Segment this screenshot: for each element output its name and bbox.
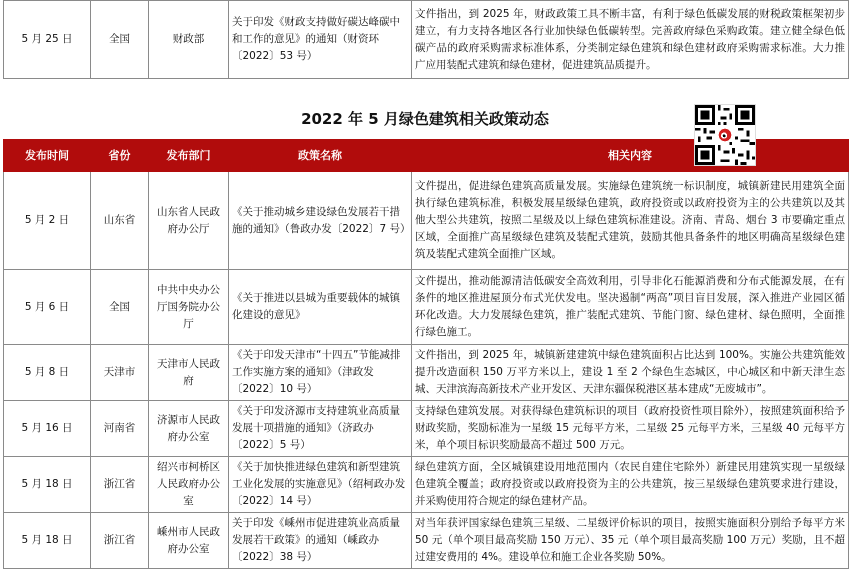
table-row	[4, 1, 849, 79]
table-row	[4, 513, 849, 569]
table-row	[4, 345, 849, 401]
cell-department: 济源市人民政府办公室	[149, 401, 229, 457]
cell-policy: 关于印发《财政支持做好碳达峰碳中和工作的意见》的通知（财资环〔2022〕53 号）	[229, 1, 412, 79]
cell-policy: 关于印发《嵊州市促进建筑业高质量发展若干政策》的通知（嵊政办〔2022〕38 号）	[229, 513, 412, 569]
cell-date: 5 月 2 日	[4, 172, 91, 270]
policy-table	[3, 139, 849, 569]
table-row	[4, 401, 849, 457]
cell-content: 绿色建筑方面，全区城镇建设用地范围内（农民自建住宅除外）新建民用建筑实现一星级绿色建筑全覆盖；政府投资或以政府投资为主的公共建筑，按三星级绿色建筑要求进行建设，并采购使用符合规定的绿色建材产品。	[412, 457, 849, 513]
previous-page-table	[3, 0, 849, 79]
header-policy: 政策名称	[229, 140, 412, 172]
cell-content: 对当年获评国家绿色建筑三星级、二星级评价标识的项目，按照实施面积分别给予每平方米 50 元（单个项目最高奖励 150 万元）、35 元（单个项目最高奖励 100 万元）奖励，且不超过建安费用的 4%。建设单位和施工企业各奖励 50%。	[412, 513, 849, 569]
cell-department: 嵊州市人民政府办公室	[149, 513, 229, 569]
cell-date: 5 月 6 日	[4, 270, 91, 345]
header-province: 省份	[91, 140, 149, 172]
cell-content: 文件指出，到 2025 年，城镇新建建筑中绿色建筑面积占比达到 100%。实施公共建筑能效提升改造面积 150 万平方米以上，建设 1 至 2 个绿色生态城区，中心城区和中新天津生态城、天津滨海高新技术产业开发区、天津东疆保税港区基本建成“无废城市”。	[412, 345, 849, 401]
cell-department: 山东省人民政府办公厅	[149, 172, 229, 270]
cell-content: 文件提出，推动能源清洁低碳安全高效利用，引导非化石能源消费和分布式能源发展，在有条件的地区推进屋顶分布式光伏发电。坚决遏制“两高”项目盲目发展，深入推进产业园区循环化改造。大力发展绿色建筑，推广装配式建筑、节能门窗、绿色建材、绿色照明，全面推行绿色施工。	[412, 270, 849, 345]
cell-policy: 《关于印发济源市支持建筑业高质量发展十项措施的通知》（济政办〔2022〕5 号）	[229, 401, 412, 457]
cell-province: 浙江省	[91, 457, 149, 513]
header-department: 发布部门	[149, 140, 229, 172]
cell-province: 天津市	[91, 345, 149, 401]
cell-province: 全国	[91, 1, 149, 79]
cell-content: 支持绿色建筑发展。对获得绿色建筑标识的项目（政府投资性项目除外），按照建筑面积给予财政奖励，奖励标准为一星级 15 元每平方米，二星级 25 元每平方米，三星级 40 元每平方米，单个项目标识奖励最高不超过 500 万元。	[412, 401, 849, 457]
cell-policy: 《关于加快推进绿色建筑和新型建筑工业化发展的实施意见》（绍柯政办发〔2022〕14 号）	[229, 457, 412, 513]
cell-department: 绍兴市柯桥区人民政府办公室	[149, 457, 229, 513]
cell-policy: 《关于推动城乡建设绿色发展若干措施的通知》（鲁政办发〔2022〕7 号）	[229, 172, 412, 270]
cell-content: 文件指出，到 2025 年，财政政策工具不断丰富，有利于绿色低碳发展的财税政策框架初步建立，有力支持各地区各行业加快绿色低碳转型。完善政府绿色采购政策。建立健全绿色低碳产品的政府采购需求标准体系，分类制定绿色建筑和绿色建材政府采购需求标准。大力推广应用装配式建筑和绿色建材，促进建筑品质提升。	[412, 1, 849, 79]
qr-code-icon	[694, 104, 756, 166]
cell-province: 浙江省	[91, 513, 149, 569]
cell-department: 中共中央办公厅国务院办公厅	[149, 270, 229, 345]
table-row	[4, 457, 849, 513]
page-title: 2022 年 5 月绿色建筑相关政策动态	[301, 110, 549, 128]
cell-date: 5 月 25 日	[4, 1, 91, 79]
cell-date: 5 月 18 日	[4, 457, 91, 513]
cell-department: 天津市人民政府	[149, 345, 229, 401]
cell-department: 财政部	[149, 1, 229, 79]
table-row	[4, 172, 849, 270]
cell-policy: 《关于推进以县城为重要载体的城镇化建设的意见》	[229, 270, 412, 345]
cell-province: 全国	[91, 270, 149, 345]
header-date: 发布时间	[4, 140, 91, 172]
cell-date: 5 月 18 日	[4, 513, 91, 569]
cell-date: 5 月 16 日	[4, 401, 91, 457]
cell-content: 文件提出，促进绿色建筑高质量发展。实施绿色建筑统一标识制度，城镇新建民用建筑全面执行绿色建筑标准，积极发展星级绿色建筑，政府投资或以政府投资为主的公共建筑以及其他大型公共建筑，按照二星级及以上绿色建筑标准建设。济南、青岛、烟台 3 市要确定重点区域，全面推广高星级绿色建筑及装配式建筑，鼓励其他具备条件的地区明确高星级绿色建筑及装配式建筑全面推广区域。	[412, 172, 849, 270]
cell-province: 河南省	[91, 401, 149, 457]
table-row	[4, 270, 849, 345]
cell-province: 山东省	[91, 172, 149, 270]
header-content: 相关内容	[412, 140, 849, 172]
cell-date: 5 月 8 日	[4, 345, 91, 401]
cell-policy: 《关于印发天津市“十四五”节能减排工作实施方案的通知》（津政发〔2022〕10 号）	[229, 345, 412, 401]
